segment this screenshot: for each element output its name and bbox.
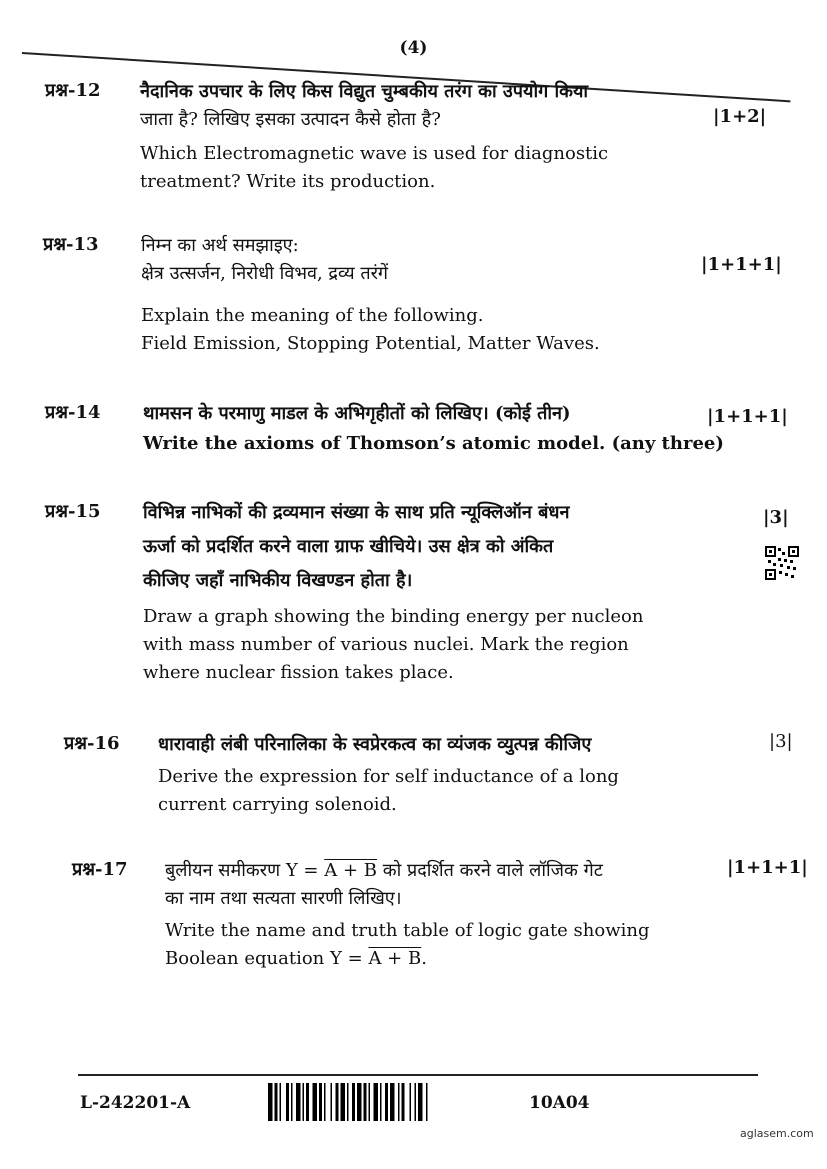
barcode-bar: [324, 1083, 326, 1121]
question-label: प्रश्न-14: [45, 402, 101, 423]
question-label: प्रश्न-15: [45, 501, 101, 522]
paper-code: L-242201-A: [80, 1093, 191, 1113]
equation-lhs: Y =: [285, 860, 319, 881]
hindi-line: विभिन्न नाभिकों की द्रव्यमान संख्या के साथ प्रति न्यूक्लिऑन बंधन: [143, 502, 570, 523]
barcode-bar: [418, 1083, 423, 1121]
barcode-bar: [398, 1083, 400, 1121]
english-line: with mass number of various nuclei. Mark the region: [143, 634, 629, 655]
barcode-bar: [336, 1083, 339, 1121]
equation-rhs: A + B: [368, 948, 422, 969]
question-text: [141, 232, 600, 358]
marks-badge: |3|: [763, 507, 789, 528]
question-text: [158, 731, 619, 819]
barcode: [268, 1083, 496, 1121]
hindi-line: थामसन के परमाणु माडल के अभिगृहीतों को लिखिए। (कोई तीन): [143, 403, 571, 424]
english-line: where nuclear fission takes place.: [143, 662, 454, 683]
hindi-line: जाता है? लिखिए इसका उत्पादन कैसे होता है?: [140, 109, 441, 130]
barcode-bar: [426, 1083, 428, 1121]
hindi-line: का नाम तथा सत्यता सारणी लिखिए।: [165, 888, 402, 909]
hindi-line: क्षेत्र उत्सर्जन, निरोधी विभव, द्रव्य तरंगें: [141, 263, 389, 284]
set-code: 10A04: [529, 1093, 590, 1113]
barcode-bar: [369, 1083, 371, 1121]
barcode-bar: [364, 1083, 367, 1121]
english-text: .: [421, 948, 427, 969]
english-text: Boolean equation: [165, 948, 325, 969]
barcode-bar: [291, 1083, 293, 1121]
barcode-bar: [319, 1083, 322, 1121]
english-line: Write the name and truth table of logic gate showing: [165, 920, 650, 941]
barcode-bar: [280, 1083, 282, 1121]
barcode-bar: [357, 1083, 362, 1121]
barcode-bar: [402, 1083, 405, 1121]
watermark: aglasem.com: [740, 1127, 814, 1140]
hindi-text: बुलीयन समीकरण: [165, 860, 281, 881]
equation-lhs: Y =: [330, 948, 363, 969]
barcode-bar: [380, 1083, 382, 1121]
question-text: [143, 400, 724, 458]
question-label: प्रश्न-17: [72, 859, 128, 880]
hindi-text: को प्रदर्शित करने वाले लॉजिक गेट: [382, 860, 603, 881]
english-line: Write the axioms of Thomson’s atomic model. (any three): [143, 433, 724, 454]
marks-badge: |1+1+1|: [727, 857, 808, 878]
marks-badge: |1+1+1|: [707, 406, 788, 427]
barcode-bar: [385, 1083, 388, 1121]
question-text: [165, 857, 650, 973]
page-number: (4): [399, 38, 428, 58]
hindi-line: [165, 857, 650, 885]
barcode-bar: [410, 1083, 412, 1121]
english-line: Which Electromagnetic wave is used for diagnostic: [140, 143, 609, 164]
english-line: Field Emission, Stopping Potential, Matter Waves.: [141, 333, 600, 354]
barcode-bar: [415, 1083, 417, 1121]
marks-badge: |1+1+1|: [701, 254, 782, 275]
barcode-bar: [313, 1083, 318, 1121]
marks-badge: |1+2|: [713, 106, 767, 127]
barcode-bar: [268, 1083, 273, 1121]
hindi-line: नैदानिक उपचार के लिए किस विद्युत चुम्बकीय तरंग का उपयोग किया: [140, 81, 589, 102]
barcode-bar: [341, 1083, 346, 1121]
barcode-bar: [352, 1083, 355, 1121]
barcode-bar: [390, 1083, 395, 1121]
hindi-line: कीजिए जहाँ नाभिकीय विखण्डन होता है।: [143, 570, 413, 591]
english-line: [165, 945, 650, 973]
hindi-line: निम्न का अर्थ समझाइए:: [141, 235, 299, 256]
barcode-bar: [275, 1083, 278, 1121]
marks-badge: |3|: [769, 731, 793, 752]
question-label: प्रश्न-12: [45, 80, 101, 101]
barcode-bar: [296, 1083, 301, 1121]
english-line: treatment? Write its production.: [140, 171, 436, 192]
equation-rhs: A + B: [324, 860, 378, 881]
qr-code: [765, 546, 799, 580]
bottom-divider: [78, 1074, 758, 1076]
barcode-bar: [347, 1083, 349, 1121]
barcode-bar: [331, 1083, 333, 1121]
english-line: Draw a graph showing the binding energy per nucleon: [143, 606, 644, 627]
hindi-line: धारावाही लंबी परिनालिका के स्वप्रेरकत्व का व्यंजक व्युत्पन्न कीजिए: [158, 734, 592, 755]
question-label: प्रश्न-16: [64, 733, 120, 754]
barcode-bar: [306, 1083, 309, 1121]
barcode-bar: [286, 1083, 289, 1121]
hindi-line: ऊर्जा को प्रदर्शित करने वाला ग्राफ खीचिये। उस क्षेत्र को अंकित: [143, 536, 554, 557]
english-line: Explain the meaning of the following.: [141, 305, 484, 326]
question-text: [140, 78, 608, 196]
barcode-bar: [374, 1083, 379, 1121]
english-line: Derive the expression for self inductance of a long: [158, 766, 619, 787]
barcode-bar: [303, 1083, 305, 1121]
question-label: प्रश्न-13: [43, 234, 99, 255]
question-text: [143, 499, 643, 687]
english-line: current carrying solenoid.: [158, 794, 397, 815]
